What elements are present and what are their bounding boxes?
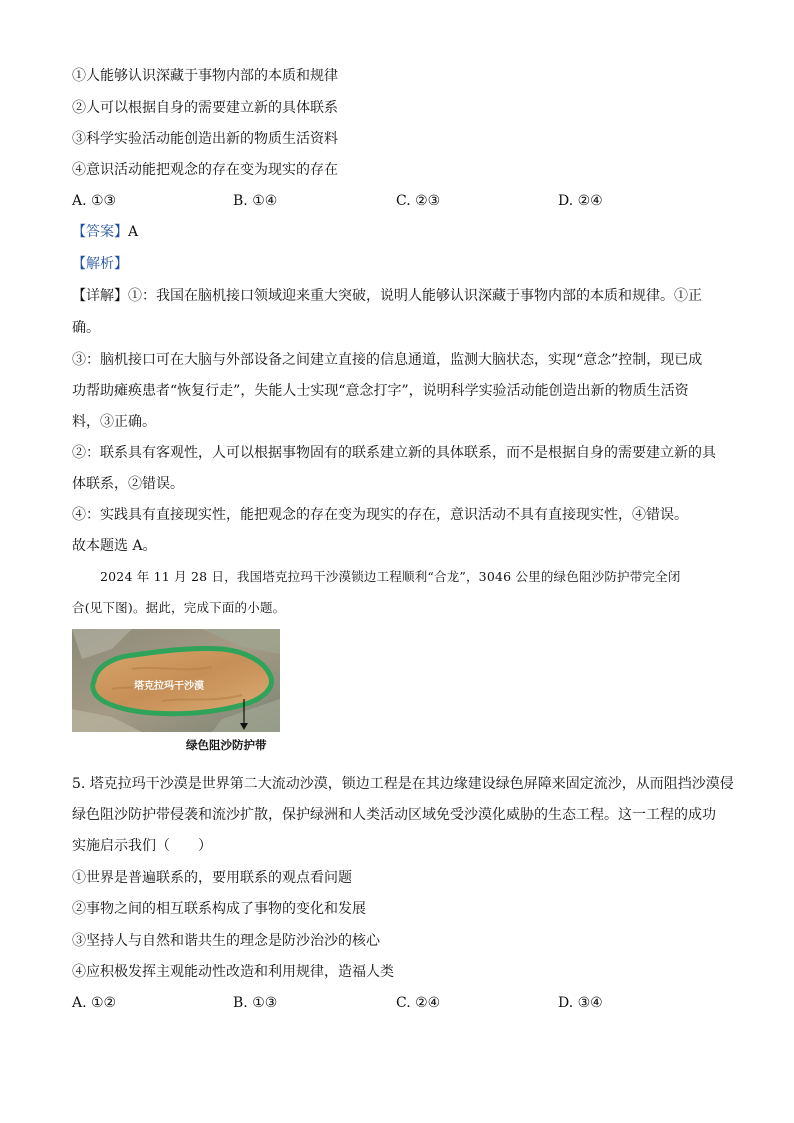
- answer-value: A: [128, 224, 139, 240]
- q4-option-2: ②人可以根据自身的需要建立新的具体联系: [72, 100, 338, 116]
- q5-stem-3: 实施启示我们（ ）: [72, 838, 212, 854]
- q5-stem-2: 绿色阻沙防护带侵袭和流沙扩散，保护绿洲和人类活动区域免受沙漠化威胁的生态工程。这一工程的成功: [72, 807, 716, 823]
- q5-choice-a: A. ①②: [72, 995, 117, 1011]
- detail-para-2: ③：脑机接口可在大脑与外部设备之间建立直接的信息通道，监测大脑状态，实现“意念”控制，现已成: [72, 352, 703, 368]
- q4-option-4: ④意识活动能把观念的存在变为现实的存在: [72, 162, 338, 178]
- analysis-tag: 【解析】: [72, 256, 128, 272]
- q4-choice-d: D. ②④: [558, 193, 603, 209]
- figure-caption: 绿色阻沙防护带: [186, 738, 267, 752]
- q5-option-4: ④应积极发挥主观能动性改造和利用规律，造福人类: [72, 964, 394, 980]
- q5-option-1: ①世界是普遍联系的，要用联系的观点看问题: [72, 870, 352, 886]
- desert-map-image: [72, 629, 280, 732]
- desert-map-figure: [72, 629, 280, 732]
- q4-choice-b: B. ①④: [233, 193, 278, 209]
- q4-choice-c: C. ②③: [396, 193, 441, 209]
- detail-para-2-cont-1: 功帮助瘫痪患者“恢复行走”，失能人士实现“意念打字”，说明科学实验活动能创造出新的物质生活资: [72, 383, 689, 399]
- detail-tag: 【详解】: [72, 288, 128, 304]
- conclusion: 故本题选 A。: [72, 538, 157, 554]
- q5-choice-b: B. ①③: [233, 995, 278, 1011]
- answer-tag: 【答案】: [72, 224, 128, 240]
- detail-para-3: ②：联系具有客观性，人可以根据事物固有的联系建立新的具体联系，而不是根据自身的需要建立新的具: [72, 445, 716, 461]
- detail-para-2-cont-2: 料，③正确。: [72, 414, 156, 430]
- q5-choice-d: D. ③④: [558, 995, 603, 1011]
- q5-option-3: ③坚持人与自然和谐共生的理念是防沙治沙的核心: [72, 933, 380, 949]
- q4-choice-a: A. ①③: [72, 193, 117, 209]
- material-line-2: 合(见下图)。据此，完成下面的小题。: [72, 600, 286, 615]
- detail-para-1-text: ①：我国在脑机接口领域迎来重大突破，说明人能够认识深藏于事物内部的本质和规律。①正: [128, 288, 702, 304]
- detail-para-4: ④：实践具有直接现实性，能把观念的存在变为现实的存在，意识活动不具有直接现实性，④错误。: [72, 507, 688, 523]
- q4-option-3: ③科学实验活动能创造出新的物质生活资料: [72, 131, 338, 147]
- map-desert-label: 塔克拉玛干沙漠: [134, 681, 204, 692]
- q5-option-2: ②事物之间的相互联系构成了事物的变化和发展: [72, 901, 366, 917]
- q5-stem-1: 5. 塔克拉玛干沙漠是世界第二大流动沙漠，锁边工程是在其边缘建设绿色屏障来固定流沙，从而阻挡沙漠侵: [72, 776, 734, 792]
- detail-para-3-cont: 体联系，②错误。: [72, 476, 184, 492]
- q5-choice-c: C. ②④: [396, 995, 441, 1011]
- answer-line: [72, 222, 138, 242]
- detail-para-1-cont: 确。: [72, 320, 100, 336]
- q4-option-1: ①人能够认识深藏于事物内部的本质和规律: [72, 68, 338, 84]
- material-line-1: 2024 年 11 月 28 日，我国塔克拉玛干沙漠锁边工程顺利“合龙”，3046 公里的绿色阻沙防护带完全闭: [100, 569, 681, 584]
- detail-para-1: [72, 286, 702, 306]
